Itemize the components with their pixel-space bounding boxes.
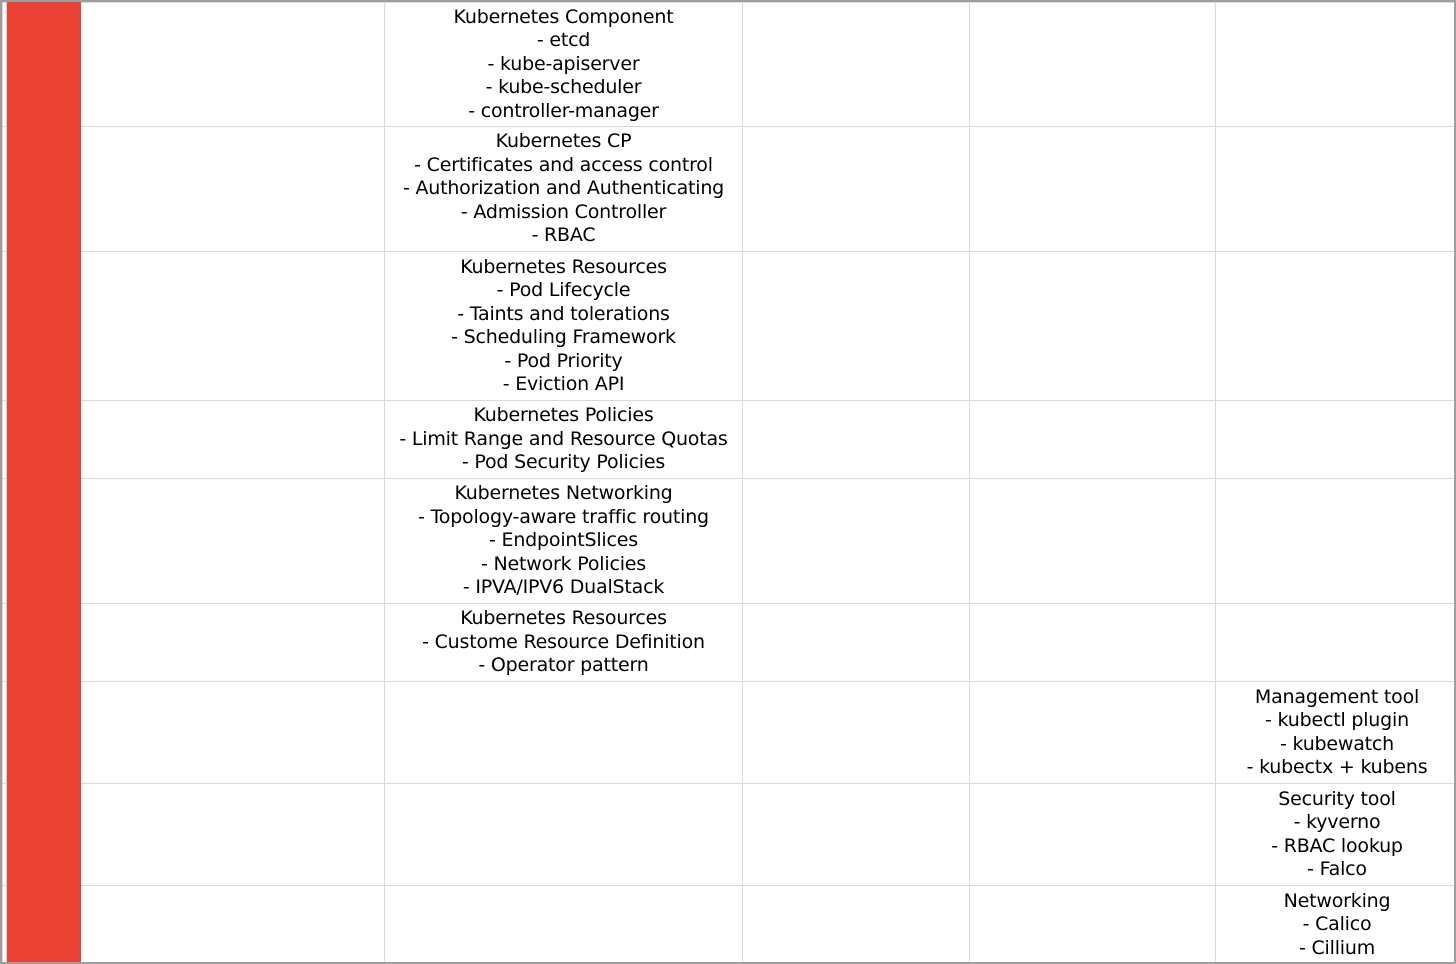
cell-line: Security tool [1278, 787, 1396, 810]
cell-line: - Admission Controller [460, 200, 667, 223]
topic-cell[interactable] [385, 784, 743, 886]
topic-cell[interactable] [385, 479, 743, 604]
empty-cell[interactable] [970, 604, 1216, 682]
cell-line: Kubernetes Resources [460, 255, 667, 278]
sheet-rows [3, 3, 1456, 964]
empty-cell[interactable] [970, 479, 1216, 604]
empty-cell[interactable] [970, 886, 1216, 964]
table-row [3, 604, 1456, 682]
cell-line: - kubectl plugin [1265, 709, 1409, 731]
topic-cell[interactable] [385, 682, 743, 784]
cell-line: - Eviction API [502, 373, 625, 395]
topic-cell[interactable] [385, 604, 743, 682]
cell-line: Management tool [1254, 685, 1420, 708]
empty-cell[interactable] [970, 3, 1216, 127]
empty-cell[interactable] [81, 3, 385, 127]
accent-cell[interactable] [7, 252, 81, 401]
accent-cell[interactable] [7, 401, 81, 479]
empty-cell[interactable] [81, 252, 385, 401]
cell-line: Networking [1283, 889, 1391, 912]
cell-line: - Pod Security Policies [461, 451, 666, 474]
topic-cell[interactable] [385, 127, 743, 252]
cell-line: - EndpointSlices [489, 529, 638, 552]
accent-cell[interactable] [7, 127, 81, 252]
cell-line: Kubernetes Networking [454, 482, 673, 505]
tool-cell[interactable] [1216, 784, 1456, 886]
cell-line: Kubernetes Component [453, 5, 674, 28]
empty-cell[interactable] [970, 127, 1216, 252]
cell-line: - etcd [536, 29, 591, 52]
empty-cell[interactable] [743, 252, 970, 401]
cell-line: - kube-apiserver [487, 52, 640, 75]
cell-line: - kube-scheduler [485, 76, 642, 99]
cell-line: - Limit Range and Resource Quotas [399, 427, 728, 450]
cell-line: - Pod Lifecycle [496, 279, 631, 301]
cell-text [1216, 686, 1456, 780]
cell-line: Kubernetes Resources [460, 607, 667, 630]
empty-cell[interactable] [81, 784, 385, 886]
accent-cell[interactable] [7, 886, 81, 964]
cell-line: - IPVA/IPV6 DualStack [462, 576, 665, 599]
cell-text [385, 6, 742, 124]
topic-cell[interactable] [385, 401, 743, 479]
cell-line: - Pod Priority [504, 349, 623, 372]
empty-cell[interactable] [81, 401, 385, 479]
accent-cell[interactable] [7, 784, 81, 886]
table-row [3, 886, 1456, 964]
topic-cell[interactable] [385, 886, 743, 964]
cell-line: - Authorization and Authenticating [402, 177, 725, 200]
empty-cell[interactable] [81, 604, 385, 682]
cell-text [385, 130, 742, 248]
accent-cell[interactable] [7, 682, 81, 784]
tool-cell[interactable] [1216, 886, 1456, 964]
empty-cell[interactable] [970, 252, 1216, 401]
cell-line: - Custome Resource Definition [422, 630, 705, 653]
cell-line: - kubectx + kubens [1246, 756, 1428, 778]
accent-cell[interactable] [7, 604, 81, 682]
cell-line: - Scheduling Framework [451, 326, 676, 348]
accent-cell[interactable] [7, 479, 81, 604]
cell-line: - Certificates and access control [414, 153, 713, 176]
cell-text [385, 482, 742, 600]
tool-cell[interactable] [1216, 479, 1456, 604]
cell-line: - controller-manager [468, 99, 659, 122]
empty-cell[interactable] [970, 784, 1216, 886]
table-row [3, 127, 1456, 252]
empty-cell[interactable] [743, 401, 970, 479]
empty-cell[interactable] [743, 604, 970, 682]
empty-cell[interactable] [743, 127, 970, 252]
cell-text [385, 404, 742, 475]
cell-line: - kubewatch [1279, 732, 1395, 755]
table-row [3, 784, 1456, 886]
cell-text [1216, 788, 1456, 882]
empty-cell[interactable] [81, 127, 385, 252]
tool-cell[interactable] [1216, 127, 1456, 252]
empty-cell[interactable] [81, 886, 385, 964]
cell-line: - Calico [1302, 913, 1372, 936]
cell-line: - Operator pattern [478, 654, 649, 677]
cell-text [1216, 890, 1456, 961]
cell-line: - Falco [1307, 858, 1367, 880]
cell-line: - RBAC [531, 224, 596, 247]
cell-line: - Taints and tolerations [457, 302, 670, 325]
empty-cell[interactable] [970, 401, 1216, 479]
table-row [3, 252, 1456, 401]
cell-line: - RBAC lookup [1271, 834, 1403, 857]
accent-cell[interactable] [7, 3, 81, 127]
table-row [3, 401, 1456, 479]
table-row [3, 682, 1456, 784]
tool-cell[interactable] [1216, 3, 1456, 127]
cell-line: - kyverno [1293, 811, 1381, 833]
empty-cell[interactable] [743, 886, 970, 964]
empty-cell[interactable] [743, 682, 970, 784]
empty-cell[interactable] [81, 479, 385, 604]
topic-cell[interactable] [385, 252, 743, 401]
table-row [3, 479, 1456, 604]
cell-line: - Topology-aware traffic routing [418, 505, 709, 528]
tool-cell[interactable] [1216, 682, 1456, 784]
empty-cell[interactable] [743, 479, 970, 604]
cell-line: Kubernetes Policies [473, 404, 654, 427]
empty-cell[interactable] [743, 3, 970, 127]
topic-cell[interactable] [385, 3, 743, 127]
table-row [3, 3, 1456, 127]
empty-cell[interactable] [970, 682, 1216, 784]
tool-cell[interactable] [1216, 252, 1456, 401]
cell-line: Kubernetes CP [495, 130, 632, 153]
empty-cell[interactable] [81, 682, 385, 784]
cell-line: - Network Policies [481, 552, 646, 575]
tool-cell[interactable] [1216, 604, 1456, 682]
cell-line: - Cillium [1298, 936, 1376, 959]
cell-text [385, 256, 742, 397]
sheet-table [2, 2, 1456, 964]
empty-cell[interactable] [743, 784, 970, 886]
tool-cell[interactable] [1216, 401, 1456, 479]
cell-text [385, 607, 742, 678]
